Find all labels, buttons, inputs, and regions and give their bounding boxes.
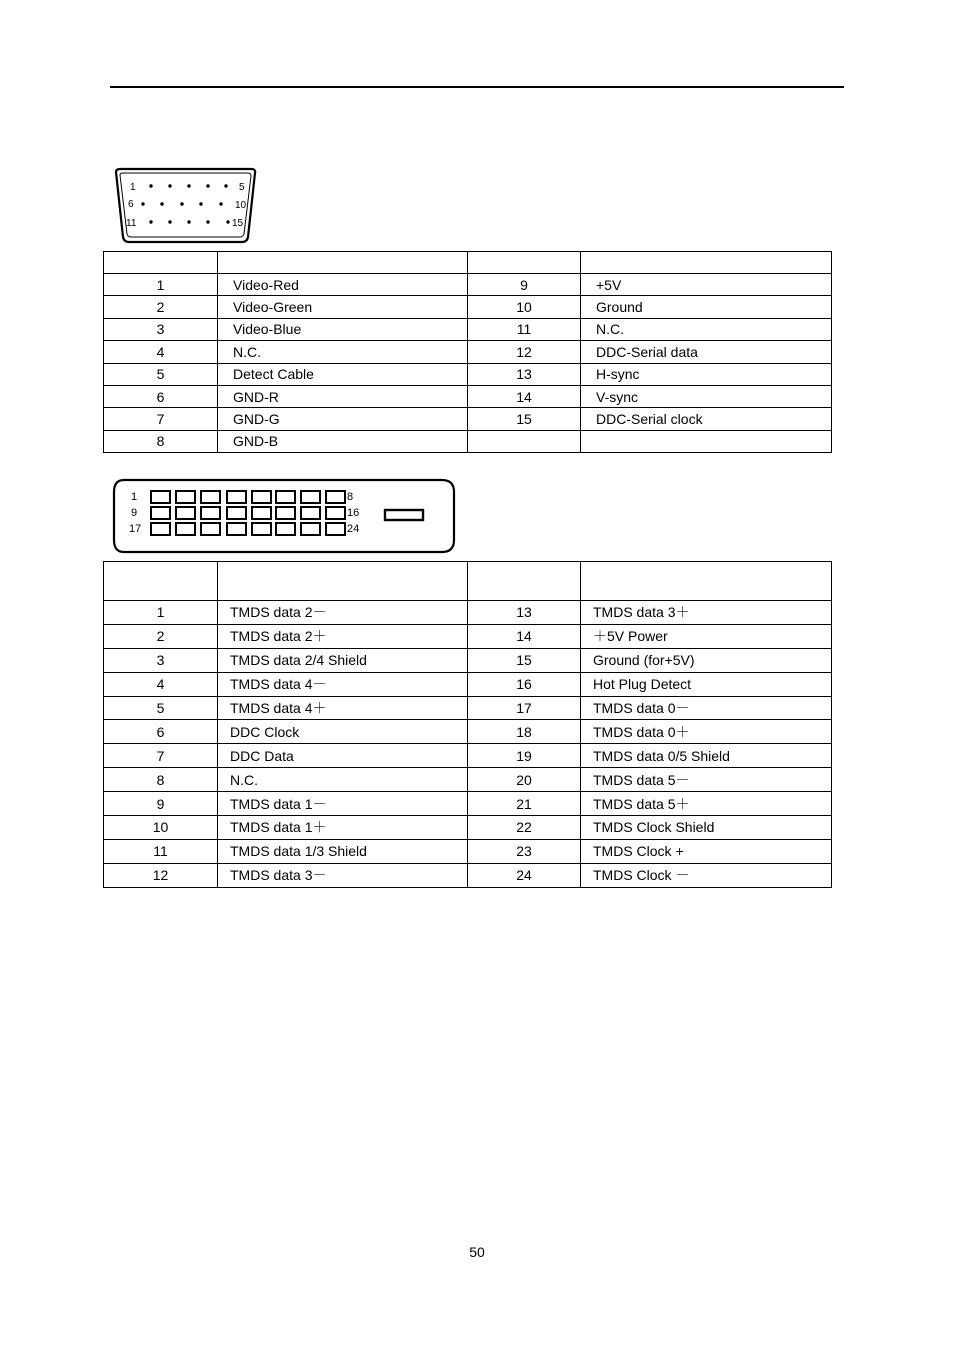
pin-number: 11 xyxy=(468,318,581,340)
signal-name xyxy=(581,430,832,452)
signal-name: N.C. xyxy=(581,318,832,340)
vga-pin-label: 1 xyxy=(130,182,136,193)
signal-name: Detect Cable xyxy=(218,363,468,385)
pin-number: 5 xyxy=(104,696,218,720)
pin-number: 2 xyxy=(104,624,218,648)
pin-number: 13 xyxy=(468,601,581,625)
signal-name: GND-R xyxy=(218,385,468,407)
dvi-pin-label: 16 xyxy=(347,507,360,519)
pin-number: 2 xyxy=(104,296,218,318)
vga-pin-dots xyxy=(141,184,229,223)
signal-name: TMDS data 4＋ xyxy=(218,696,468,720)
pin-number: 18 xyxy=(468,720,581,744)
signal-name: DDC Clock xyxy=(218,720,468,744)
signal-name: TMDS Clock － xyxy=(581,863,832,887)
dvi-ground-blade xyxy=(385,510,423,520)
dvi-pin-grid xyxy=(151,491,345,535)
signal-name: N.C. xyxy=(218,768,468,792)
table-row xyxy=(104,296,832,318)
pin-number: 7 xyxy=(104,408,218,430)
table-row xyxy=(104,696,832,720)
signal-name: TMDS Clock Shield xyxy=(581,816,832,840)
dvi-pinout-table xyxy=(103,561,832,888)
pin-number xyxy=(468,430,581,452)
signal-name: GND-G xyxy=(218,408,468,430)
pin-number: 3 xyxy=(104,648,218,672)
dvi-pin-label: 8 xyxy=(347,491,354,503)
pin-number: 23 xyxy=(468,839,581,863)
signal-name: TMDS data 0/5 Shield xyxy=(581,744,832,768)
signal-name: +5V xyxy=(581,274,832,296)
pin-number: 10 xyxy=(468,296,581,318)
vga-pin-label: 15 xyxy=(232,218,244,229)
pin-number: 8 xyxy=(104,430,218,452)
pin-number: 8 xyxy=(104,768,218,792)
signal-name: Ground xyxy=(581,296,832,318)
vga-15-pin-connector-icon xyxy=(112,167,260,245)
signal-name: TMDS data 2＋ xyxy=(218,624,468,648)
pin-number: 15 xyxy=(468,408,581,430)
table-header-row xyxy=(104,252,832,274)
signal-name: DDC-Serial data xyxy=(581,341,832,363)
table-row xyxy=(104,624,832,648)
table-row xyxy=(104,792,832,816)
signal-name: DDC Data xyxy=(218,744,468,768)
vga-pinout-table xyxy=(103,251,832,453)
table-row xyxy=(104,430,832,452)
signal-name: TMDS Clock + xyxy=(581,839,832,863)
pin-number: 3 xyxy=(104,318,218,340)
vga-pin-label: 5 xyxy=(239,182,245,193)
signal-name: TMDS data 1＋ xyxy=(218,816,468,840)
pin-number: 12 xyxy=(104,863,218,887)
signal-name: Video-Green xyxy=(218,296,468,318)
dvi-24-pin-connector-icon xyxy=(112,478,458,556)
signal-name: TMDS data 5－ xyxy=(581,768,832,792)
pin-number: 15 xyxy=(468,648,581,672)
pin-number: 20 xyxy=(468,768,581,792)
table-row xyxy=(104,863,832,887)
signal-name: N.C. xyxy=(218,341,468,363)
pin-number: 14 xyxy=(468,385,581,407)
signal-name: TMDS data 3＋ xyxy=(581,601,832,625)
pin-number: 1 xyxy=(104,274,218,296)
signal-name: TMDS data 2/4 Shield xyxy=(218,648,468,672)
table-header-row xyxy=(104,562,832,601)
table-row xyxy=(104,648,832,672)
signal-name: TMDS data 2－ xyxy=(218,601,468,625)
signal-name: TMDS data 3－ xyxy=(218,863,468,887)
pin-number: 6 xyxy=(104,720,218,744)
vga-pin-label: 11 xyxy=(126,218,137,229)
dvi-pin-label: 24 xyxy=(347,523,360,535)
header-cell xyxy=(581,252,832,274)
dvi-pin-label: 9 xyxy=(131,507,138,519)
header-cell xyxy=(218,252,468,274)
table-row xyxy=(104,274,832,296)
vga-pin-label: 6 xyxy=(128,199,134,210)
signal-name: V-sync xyxy=(581,385,832,407)
pin-number: 10 xyxy=(104,816,218,840)
pin-number: 21 xyxy=(468,792,581,816)
pin-number: 9 xyxy=(104,792,218,816)
table-row xyxy=(104,408,832,430)
table-row xyxy=(104,363,832,385)
signal-name: TMDS data 5＋ xyxy=(581,792,832,816)
signal-name: TMDS data 0＋ xyxy=(581,720,832,744)
pin-number: 4 xyxy=(104,341,218,363)
signal-name: DDC-Serial clock xyxy=(581,408,832,430)
pin-number: 9 xyxy=(468,274,581,296)
table-row xyxy=(104,318,832,340)
signal-name: Video-Red xyxy=(218,274,468,296)
table-row xyxy=(104,601,832,625)
signal-name: TMDS data 1－ xyxy=(218,792,468,816)
pin-number: 22 xyxy=(468,816,581,840)
table-row xyxy=(104,816,832,840)
pin-number: 4 xyxy=(104,672,218,696)
header-cell xyxy=(581,562,832,601)
table-row xyxy=(104,720,832,744)
pin-number: 17 xyxy=(468,696,581,720)
dvi-pin-label: 1 xyxy=(131,491,138,503)
table-row xyxy=(104,744,832,768)
signal-name: Hot Plug Detect xyxy=(581,672,832,696)
signal-name: H-sync xyxy=(581,363,832,385)
page-number: 50 xyxy=(469,1244,485,1260)
table-row xyxy=(104,341,832,363)
header-cell xyxy=(468,252,581,274)
pin-number: 14 xyxy=(468,624,581,648)
signal-name: Ground (for+5V) xyxy=(581,648,832,672)
signal-name: GND-B xyxy=(218,430,468,452)
pin-number: 19 xyxy=(468,744,581,768)
pin-number: 16 xyxy=(468,672,581,696)
vga-pin-label: 10 xyxy=(235,200,247,211)
dvi-pin-label: 17 xyxy=(129,523,142,535)
pin-number: 12 xyxy=(468,341,581,363)
header-cell xyxy=(218,562,468,601)
signal-name: TMDS data 1/3 Shield xyxy=(218,839,468,863)
pin-number: 24 xyxy=(468,863,581,887)
header-cell xyxy=(104,252,218,274)
header-cell xyxy=(468,562,581,601)
pin-number: 13 xyxy=(468,363,581,385)
signal-name: ＋5V Power xyxy=(581,624,832,648)
pin-number: 5 xyxy=(104,363,218,385)
signal-name: TMDS data 0－ xyxy=(581,696,832,720)
table-row xyxy=(104,385,832,407)
pin-number: 6 xyxy=(104,385,218,407)
pin-number: 1 xyxy=(104,601,218,625)
header-rule xyxy=(110,86,844,88)
table-row xyxy=(104,672,832,696)
pin-number: 11 xyxy=(104,839,218,863)
table-row xyxy=(104,839,832,863)
signal-name: Video-Blue xyxy=(218,318,468,340)
header-cell xyxy=(104,562,218,601)
signal-name: TMDS data 4－ xyxy=(218,672,468,696)
pin-number: 7 xyxy=(104,744,218,768)
table-row xyxy=(104,768,832,792)
